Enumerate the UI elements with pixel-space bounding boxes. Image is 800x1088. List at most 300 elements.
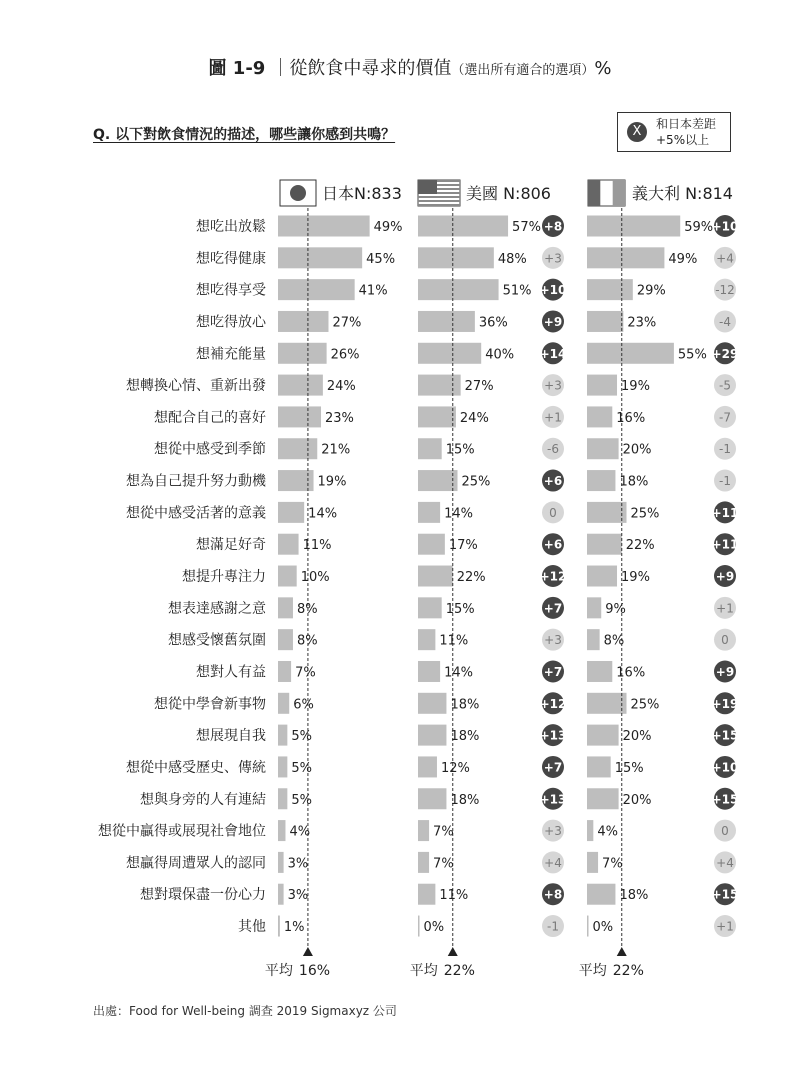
diff-badge <box>542 374 564 396</box>
bar-usa <box>418 820 429 841</box>
category-label: 想吃得健康 <box>196 250 266 267</box>
value-label <box>678 347 707 362</box>
value-label <box>325 411 354 426</box>
value-label <box>332 315 361 330</box>
diff-badge-label: +15 <box>711 728 739 743</box>
value-number: 20 <box>622 729 640 745</box>
bar-usa <box>418 916 420 937</box>
value-number: 51 <box>502 283 520 299</box>
bar-italy <box>587 502 627 523</box>
bar-usa <box>418 247 494 268</box>
value-label <box>289 825 310 840</box>
value-number: 1 <box>283 920 293 936</box>
diff-badge-label: +4 <box>716 855 734 870</box>
diff-badge <box>542 660 564 682</box>
value-number: 49 <box>668 251 685 267</box>
value-label <box>308 506 337 521</box>
average-value <box>613 963 644 979</box>
diff-badge-label: +7 <box>543 601 563 616</box>
bar-usa <box>418 661 440 682</box>
value-number: 3 <box>287 888 296 904</box>
value-unit: % <box>431 920 445 936</box>
bar-japan <box>278 820 285 841</box>
average-number: 22 <box>612 963 631 979</box>
value-unit: % <box>639 792 652 808</box>
diff-badge-label: +11 <box>711 505 739 520</box>
diff-badge <box>712 883 739 905</box>
value-label <box>498 252 527 267</box>
bar-japan <box>278 566 297 587</box>
bar-usa <box>418 216 508 237</box>
bar-italy <box>587 343 674 364</box>
average-marker-icon <box>617 947 627 956</box>
value-unit: % <box>684 251 698 267</box>
category-label: 想感受懷舊氛圍 <box>168 632 266 649</box>
value-number: 14 <box>444 506 461 522</box>
value-unit: % <box>631 760 644 776</box>
value-label <box>374 220 403 235</box>
diff-badge <box>714 470 736 492</box>
value-label <box>627 315 656 330</box>
value-label <box>623 729 652 744</box>
value-label <box>441 761 470 776</box>
bar-italy <box>587 852 598 873</box>
value-label <box>450 729 479 744</box>
value-unit: % <box>295 888 309 904</box>
bar-usa <box>418 693 446 714</box>
value-label <box>366 252 395 267</box>
value-unit: % <box>324 506 338 522</box>
value-unit: % <box>455 888 469 904</box>
bar-usa <box>418 534 445 555</box>
diff-badge <box>714 279 736 301</box>
series-name-usa: 美國 N:806 <box>466 184 551 203</box>
average-number: 22 <box>443 963 462 979</box>
value-unit: % <box>481 379 494 395</box>
value-label <box>616 665 645 680</box>
value-number: 27 <box>464 379 482 395</box>
diff-badge-label: +10 <box>539 283 567 298</box>
value-unit: % <box>441 824 454 840</box>
bar-usa <box>418 566 453 587</box>
value-label <box>424 920 445 935</box>
value-number: 11 <box>439 633 456 649</box>
value-number: 16 <box>616 665 633 681</box>
value-label <box>446 443 475 458</box>
value-number: 24 <box>326 379 344 395</box>
bar-italy <box>587 916 589 937</box>
value-unit: % <box>647 697 660 713</box>
value-unit: % <box>462 442 475 458</box>
value-number: 8 <box>603 633 612 649</box>
value-unit: % <box>647 506 660 522</box>
value-unit: % <box>495 315 508 331</box>
value-number: 7 <box>295 665 304 681</box>
diff-badge-label: 0 <box>549 505 557 520</box>
value-number: 20 <box>622 442 640 458</box>
value-number: 11 <box>439 888 456 904</box>
bar-japan <box>278 693 289 714</box>
value-number: 29 <box>636 283 654 299</box>
bar-usa <box>418 438 442 459</box>
survey-question: Q. 以下對飲食情況的描述，哪些讓你感到共鳴？ <box>93 127 396 143</box>
value-unit: % <box>303 665 316 681</box>
value-unit: % <box>635 888 649 904</box>
diff-badge-label: +7 <box>543 760 563 775</box>
value-label <box>623 793 652 808</box>
diff-badge-label: +12 <box>539 696 567 711</box>
value-label <box>449 538 478 553</box>
value-number: 15 <box>445 442 463 458</box>
legend-line-1: 和日本差距 <box>656 117 717 131</box>
value-number: 20 <box>622 792 640 808</box>
bar-japan <box>278 438 317 459</box>
title-main: 從飲食中尋求的價值 <box>289 58 452 79</box>
bar-japan <box>278 884 284 905</box>
bar-usa <box>418 725 446 746</box>
value-number: 18 <box>619 888 636 904</box>
category-labels <box>98 218 267 935</box>
value-unit: % <box>637 379 650 395</box>
value-label <box>433 825 454 840</box>
bar-usa <box>418 597 442 618</box>
value-unit: % <box>343 379 356 395</box>
bar-usa <box>418 470 458 491</box>
title-separator: ｜ <box>271 58 290 79</box>
diff-badge <box>714 820 736 842</box>
value-label <box>331 347 360 362</box>
bar-japan <box>278 216 370 237</box>
value-label <box>631 697 660 712</box>
value-number: 27 <box>332 315 350 331</box>
value-unit: % <box>501 347 515 363</box>
value-number: 12 <box>440 760 458 776</box>
diff-badge-label: -1 <box>547 919 559 934</box>
bar-usa <box>418 375 461 396</box>
value-number: 7 <box>433 824 442 840</box>
value-number: 19 <box>317 474 335 490</box>
diff-badge-label: +3 <box>544 633 562 648</box>
diff-badge <box>714 660 736 682</box>
bar-japan <box>278 597 293 618</box>
category-label: 想吃出放鬆 <box>196 219 266 235</box>
value-number: 26 <box>330 347 348 363</box>
bar-japan <box>278 916 280 937</box>
category-label: 其他 <box>238 919 266 936</box>
diff-badge <box>712 756 739 778</box>
value-label <box>439 888 468 903</box>
bar-italy <box>587 597 601 618</box>
diff-badge <box>542 597 564 619</box>
average-label: 平均 <box>264 963 293 979</box>
value-label <box>446 602 475 617</box>
value-label <box>626 538 655 553</box>
diff-badge-label: +1 <box>544 410 562 425</box>
bar-japan <box>278 629 293 650</box>
diff-badge <box>540 279 567 301</box>
value-number: 11 <box>302 538 320 554</box>
value-unit: % <box>292 920 305 936</box>
value-label <box>291 729 312 744</box>
category-label: 想從中贏得或展現社會地位 <box>98 823 266 840</box>
value-number: 23 <box>325 410 342 426</box>
value-label <box>450 793 479 808</box>
bar-italy <box>587 788 619 809</box>
bar-usa <box>418 279 499 300</box>
value-number: 5 <box>291 760 300 776</box>
diff-badge <box>542 215 564 237</box>
bar-italy <box>587 216 680 237</box>
diff-badge-label: +13 <box>539 792 567 807</box>
average-value <box>299 963 330 979</box>
japan-flag-icon <box>280 180 316 206</box>
diff-badge-label: +3 <box>544 251 562 266</box>
value-unit: % <box>457 760 470 776</box>
value-number: 21 <box>321 442 338 458</box>
diff-badge-label: +8 <box>543 219 563 234</box>
bar-usa <box>418 788 446 809</box>
value-unit: % <box>528 220 541 235</box>
bar-japan <box>278 311 328 332</box>
bar-italy <box>587 311 623 332</box>
value-label <box>301 570 330 585</box>
value-number: 19 <box>621 379 638 395</box>
diff-badge-label: +3 <box>544 824 562 839</box>
average-unit: % <box>461 963 475 979</box>
value-number: 5 <box>291 729 300 745</box>
value-label <box>321 443 350 458</box>
diff-badge-label: +7 <box>543 664 563 679</box>
value-unit: % <box>460 506 474 522</box>
diff-badge-label: +10 <box>711 760 739 775</box>
value-label <box>460 411 489 426</box>
value-unit: % <box>299 760 312 776</box>
category-label: 想贏得周遭眾人的認同 <box>126 855 266 872</box>
value-number: 9 <box>605 601 614 617</box>
bar-japan <box>278 279 355 300</box>
diff-badge <box>712 724 739 746</box>
category-label: 想從中感受歷史、傳統 <box>126 759 266 776</box>
value-number: 22 <box>625 538 643 554</box>
bar-italy <box>587 884 615 905</box>
value-label <box>439 634 468 649</box>
category-label: 想從中感受活著的意義 <box>126 505 266 522</box>
value-label <box>295 665 316 680</box>
category-label: 想從中感受到季節 <box>154 441 266 458</box>
diff-badge-label: -5 <box>719 378 731 393</box>
value-unit: % <box>299 729 312 745</box>
value-unit: % <box>347 347 360 363</box>
diff-badge <box>542 438 564 460</box>
diff-badge <box>712 342 739 364</box>
value-number: 8 <box>296 633 306 649</box>
value-label <box>619 475 648 490</box>
bar-italy <box>587 566 617 587</box>
value-number: 40 <box>485 347 502 363</box>
category-label: 想對環保盡一份心力 <box>140 887 266 904</box>
flag-stripe <box>418 196 460 198</box>
bar-usa <box>418 502 440 523</box>
value-label <box>616 411 645 426</box>
bar-japan <box>278 502 304 523</box>
average-unit: % <box>316 963 331 979</box>
title-unit: % <box>594 58 612 79</box>
value-label <box>293 697 314 712</box>
value-unit: % <box>478 474 491 490</box>
value-number: 10 <box>300 570 318 586</box>
diff-badge <box>542 915 564 937</box>
diff-badge-label: +29 <box>711 346 739 361</box>
bar-italy <box>587 438 619 459</box>
value-unit: % <box>694 347 707 363</box>
diff-badge <box>712 692 739 714</box>
bar-japan <box>278 725 287 746</box>
value-unit: % <box>653 283 666 299</box>
value-unit: % <box>299 792 312 808</box>
value-number: 7 <box>433 856 442 872</box>
diff-badge-label: +10 <box>711 219 739 234</box>
value-label <box>623 443 652 458</box>
value-number: 7 <box>602 856 611 872</box>
value-label <box>284 920 305 935</box>
diff-badge-label: -4 <box>719 314 731 329</box>
value-number: 25 <box>630 506 648 522</box>
value-unit: % <box>473 570 486 586</box>
diff-badge-label: +1 <box>716 601 734 616</box>
value-number: 59 <box>684 220 701 235</box>
diff-badge <box>542 310 564 332</box>
diff-badge-label: 0 <box>721 824 729 839</box>
flag-stripe <box>418 200 460 202</box>
diff-badge-label: +19 <box>711 696 739 711</box>
average-value <box>444 963 475 979</box>
bar-italy <box>587 534 622 555</box>
diff-badge-label: +6 <box>543 537 563 552</box>
category-label: 想轉換心情、重新出發 <box>126 378 266 395</box>
diff-badge-label: +4 <box>716 251 734 266</box>
average-marker-icon <box>303 947 313 956</box>
value-label <box>597 825 618 840</box>
value-unit: % <box>375 283 388 299</box>
diff-badge <box>714 438 736 460</box>
diff-badge-label: +9 <box>715 664 735 679</box>
diff-badge <box>542 533 564 555</box>
value-number: 6 <box>293 697 302 713</box>
bar-usa <box>418 406 456 427</box>
bar-japan <box>278 375 323 396</box>
value-number: 19 <box>621 570 638 586</box>
value-label <box>593 920 614 935</box>
bar-italy <box>587 756 611 777</box>
bar-usa <box>418 311 475 332</box>
diff-badge <box>540 342 567 364</box>
diff-badge <box>542 851 564 873</box>
diff-badge-label: +1 <box>716 919 734 934</box>
value-number: 22 <box>456 570 474 586</box>
value-unit: % <box>519 283 532 299</box>
value-number: 41 <box>358 283 376 299</box>
value-label <box>462 475 491 490</box>
value-number: 23 <box>627 315 644 331</box>
average-label: 平均 <box>409 963 438 979</box>
value-unit: % <box>610 856 623 872</box>
value-label <box>433 856 454 871</box>
value-unit: % <box>613 601 626 617</box>
value-number: 15 <box>614 760 632 776</box>
bar-italy <box>587 470 615 491</box>
bar-chart <box>0 170 800 1000</box>
value-unit: % <box>466 697 480 713</box>
diff-badge-label: +14 <box>539 346 567 361</box>
value-number: 36 <box>478 315 496 331</box>
value-number: 48 <box>497 251 515 267</box>
value-number: 57 <box>512 220 529 235</box>
value-number: 15 <box>445 601 463 617</box>
diff-badge <box>540 724 567 746</box>
header-usa <box>418 180 551 206</box>
bar-italy <box>587 279 633 300</box>
value-unit: % <box>466 792 480 808</box>
diff-badge-label: 0 <box>721 633 729 648</box>
diff-badge-label: -1 <box>719 442 731 457</box>
source-note: 出處：Food for Well-being 調查 2019 Sigmaxyz 公司 <box>93 1004 397 1018</box>
value-unit: % <box>390 220 403 235</box>
diff-badge-label: +3 <box>544 378 562 393</box>
value-number: 18 <box>619 474 636 490</box>
diff-badge <box>542 629 564 651</box>
figure-title <box>0 54 800 80</box>
value-label <box>457 570 486 585</box>
value-label <box>303 538 332 553</box>
value-unit: % <box>611 633 625 649</box>
diff-badge <box>712 788 739 810</box>
value-unit: % <box>643 315 657 331</box>
header-italy <box>588 180 733 206</box>
value-number: 3 <box>287 856 296 872</box>
value-number: 14 <box>444 665 461 681</box>
diff-badge-label: -6 <box>547 442 559 457</box>
value-unit: % <box>639 442 652 458</box>
value-label <box>327 379 356 394</box>
diff-badge <box>542 470 564 492</box>
category-label: 想補充能量 <box>196 346 266 363</box>
flag-band-left <box>588 180 600 206</box>
figure-number: 圖 1-9 <box>208 58 266 79</box>
diff-badge-label: +15 <box>711 887 739 902</box>
bar-japan <box>278 661 291 682</box>
diff-badge <box>540 692 567 714</box>
bar-italy <box>587 661 612 682</box>
diff-badge-label: +15 <box>711 792 739 807</box>
value-unit: % <box>382 251 396 267</box>
average-marker-icon <box>448 947 458 956</box>
value-unit: % <box>476 410 489 426</box>
diff-badge-label: +9 <box>715 569 735 584</box>
value-label <box>297 602 318 617</box>
value-label <box>684 220 713 235</box>
diff-badge-label: -12 <box>715 283 735 298</box>
diff-badge <box>714 597 736 619</box>
value-unit: % <box>441 856 454 872</box>
value-unit: % <box>455 633 469 649</box>
value-unit: % <box>642 538 655 554</box>
value-label <box>318 475 347 490</box>
category-label: 想與身旁的人有連結 <box>140 791 266 808</box>
value-unit: % <box>317 570 330 586</box>
diff-badge <box>542 756 564 778</box>
average-unit: % <box>630 963 644 979</box>
bar-usa <box>418 852 429 873</box>
